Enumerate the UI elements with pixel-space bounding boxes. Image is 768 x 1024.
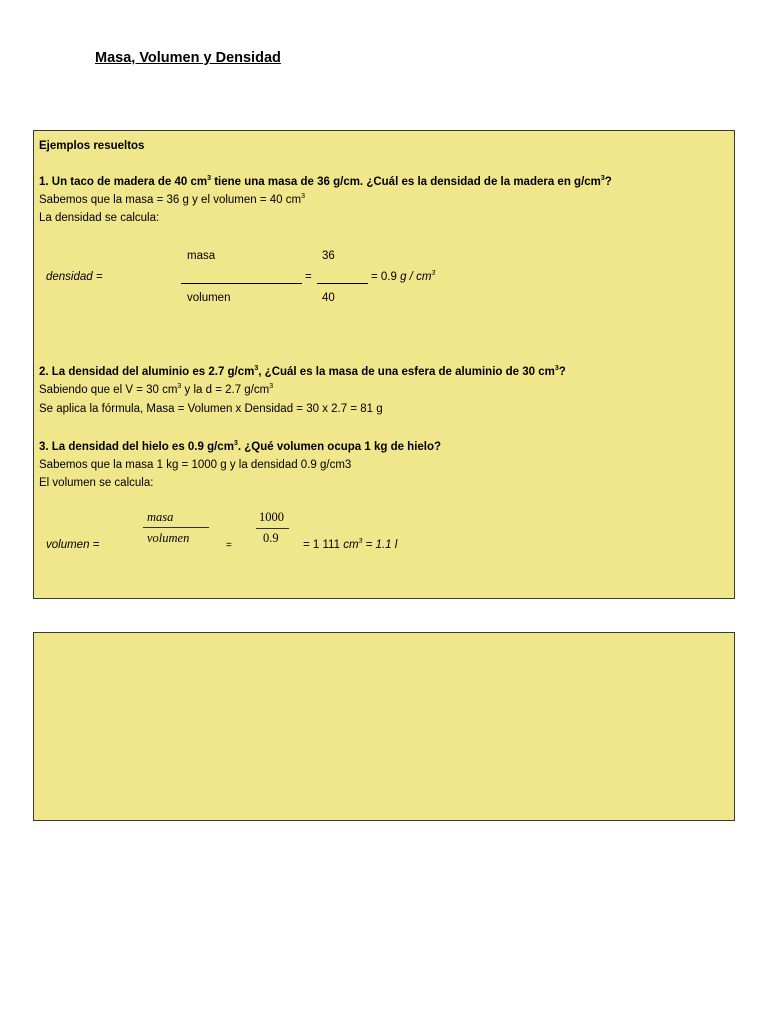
example-1-value-bar — [317, 283, 368, 284]
example-2-given: Sabiendo que el V = 30 $cm^3$ y la d = 2.7 $g/cm^3$ — [39, 383, 274, 396]
example-1-fraction-bar — [181, 283, 302, 284]
example-1-result: = 0.9 g / $cm^3$ — [371, 270, 436, 283]
example-1-den-value: 40 — [322, 292, 335, 304]
example-1-numerator: masa — [187, 250, 216, 262]
example-3-question: 3. La densidad del hielo es 0.9 $g/cm^3$. ¿Qué volumen ocupa 1 kg de hielo? — [39, 440, 442, 453]
empty-box — [33, 632, 735, 821]
example-3-value-bar — [256, 528, 289, 529]
example-1-num-value: 36 — [322, 250, 335, 262]
example-3-equals: = — [226, 540, 232, 551]
example-1-lhs: densidad = — [46, 271, 103, 283]
example-2-formula: Se aplica la fórmula, Masa = Volumen x Densidad = 30 x 2.7 = 81 g — [39, 403, 383, 415]
example-2-question: 2. La densidad del aluminio es 2.7 $g/cm^3$, ¿Cuál es la masa de una esfera de aluminio de 30 $cm^3$? — [39, 365, 566, 378]
section-heading: Ejemplos resueltos — [39, 140, 145, 152]
example-3-fraction-bar — [143, 527, 209, 528]
example-3-numerator: masa — [147, 510, 174, 524]
example-1-question: 1. Un taco de madera de 40 $cm^3$ tiene una masa de 36 g/cm. ¿Cuál es la densidad de la madera en $g/cm^3$? — [39, 175, 612, 188]
example-3-num-value: 1000 — [259, 510, 284, 524]
example-1-calc-intro: La densidad se calcula: — [39, 212, 160, 224]
example-3-lhs: volumen = — [46, 539, 100, 551]
example-3-result: = 1 111 $cm^3 = 1.1$ l — [303, 538, 398, 551]
example-3-given: Sabemos que la masa 1 kg = 1000 g y la densidad 0.9 g/cm3 — [39, 459, 352, 471]
page-title: Masa, Volumen y Densidad — [95, 50, 281, 66]
example-3-calc-intro: El volumen se calcula: — [39, 477, 154, 489]
example-1-denominator: volumen — [187, 292, 231, 304]
example-1-given: Sabemos que la masa = 36 g y el volumen = 40 $cm^3$ — [39, 193, 305, 206]
example-3-denominator: volumen — [147, 531, 190, 545]
example-3-den-value: 0.9 — [263, 531, 279, 545]
example-1-equals: = — [305, 271, 312, 283]
